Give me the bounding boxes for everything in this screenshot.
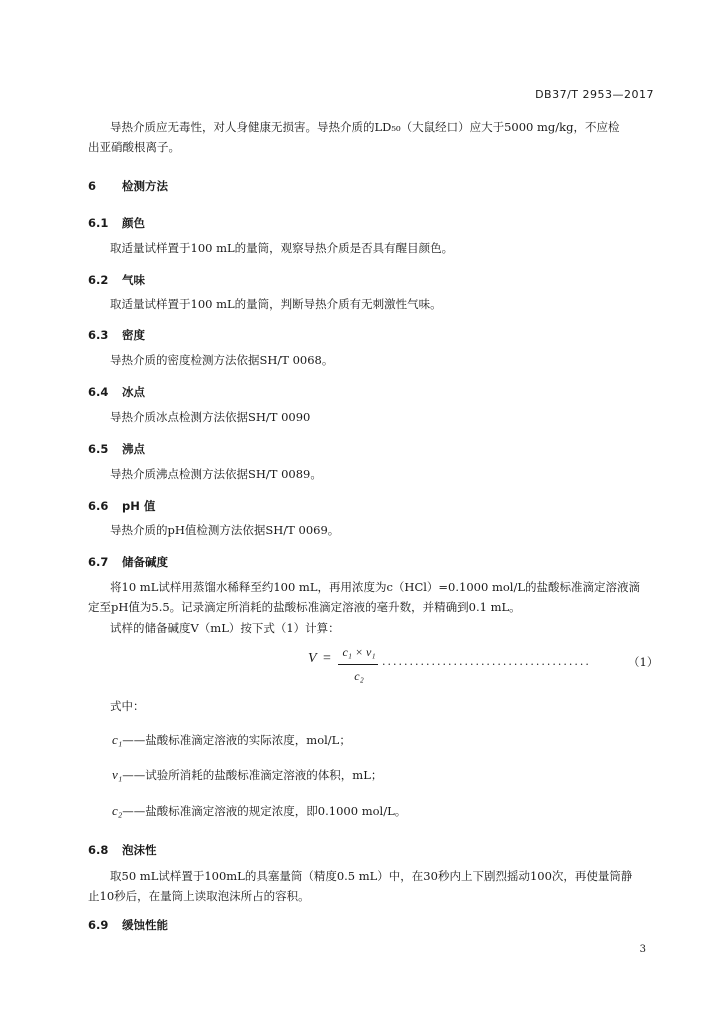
section-6-2-body: 取适量试样置于100 mL的量筒，判断导热介质有无刺激性气味。: [110, 297, 442, 311]
section-number: 6.3: [88, 328, 109, 342]
formula-number: （1）: [628, 655, 659, 669]
section-title: 密度: [122, 328, 145, 342]
section-6-7-heading: [88, 554, 168, 570]
definition-v1: [112, 765, 382, 785]
symbol-c2: c₂: [112, 803, 123, 818]
formula-numerator: c₁ × v₁: [342, 645, 376, 659]
section-number: 6.7: [88, 555, 109, 569]
section-number: 6: [88, 179, 97, 193]
where-label: 式中：: [110, 699, 145, 713]
section-6-5-body: 导热介质沸点检测方法依据SH/T 0089。: [110, 467, 322, 481]
formula-denominator: c₂: [354, 669, 364, 683]
section-title: 冰点: [122, 385, 145, 399]
section-number: 6.6: [88, 499, 109, 513]
definition-text: ——试验所消耗的盐酸标准滴定溶液的体积，mL；: [122, 768, 383, 782]
section-6-1-heading: [88, 215, 145, 231]
section-6-7-line-1: 将10 mL试样用蒸馏水稀释至约100 mL，再用浓度为c（HCl）=0.1000 mol/L的盐酸标准滴定溶液滴: [110, 580, 640, 594]
formula-lhs: V: [308, 651, 317, 666]
section-title: 气味: [122, 273, 145, 287]
section-title: 沸点: [122, 442, 145, 456]
section-title: 检测方法: [122, 179, 168, 193]
section-title: pH 值: [122, 499, 156, 513]
section-6-3-body: 导热介质的密度检测方法依据SH/T 0068。: [110, 353, 334, 367]
section-title: 颜色: [122, 216, 145, 230]
section-6-6-body: 导热介质的pH值检测方法依据SH/T 0069。: [110, 523, 340, 537]
section-6-8-line-2: 止10秒后，在量筒上读取泡沫所占的容积。: [88, 889, 310, 903]
formula-leader-dots: ......................................: [382, 655, 591, 668]
section-title: 缓蚀性能: [122, 918, 168, 932]
section-number: 6.2: [88, 273, 109, 287]
section-title: 储备碱度: [122, 555, 168, 569]
definition-text: ——盐酸标准滴定溶液的规定浓度，即0.1000 mol/L。: [122, 804, 407, 818]
section-number: 6.5: [88, 442, 109, 456]
section-number: 6.1: [88, 216, 109, 230]
intro-line-2: 出亚硝酸根离子。: [88, 140, 180, 154]
symbol-c1: c₁: [112, 732, 123, 747]
definition-c2: [112, 801, 406, 821]
section-6-8-heading: [88, 842, 157, 858]
definition-c1: [112, 730, 351, 750]
section-number: 6.8: [88, 843, 109, 857]
section-number: 6.9: [88, 918, 109, 932]
definition-text: ——盐酸标准滴定溶液的实际浓度，mol/L；: [122, 733, 351, 747]
section-6-3-heading: [88, 327, 145, 343]
section-6-7-line-2: 定至pH值为5.5。记录滴定所消耗的盐酸标准滴定溶液的毫升数，并精确到0.1 mL。: [88, 600, 521, 614]
section-6-1-body: 取适量试样置于100 mL的量筒，观察导热介质是否具有醒目颜色。: [110, 241, 454, 255]
formula-equals: =: [323, 651, 331, 666]
section-6-4-body: 导热介质冰点检测方法依据SH/T 0090: [110, 410, 311, 424]
section-6-9-heading: [88, 917, 168, 933]
section-number: 6.4: [88, 385, 109, 399]
section-6-heading: [88, 178, 168, 194]
section-6-4-heading: [88, 384, 145, 400]
intro-line-1: 导热介质应无毒性，对人身健康无损害。导热介质的LD₅₀（大鼠经口）应大于5000 mg/kg，不应检: [110, 120, 620, 134]
section-6-2-heading: [88, 272, 145, 288]
section-title: 泡沫性: [122, 843, 157, 857]
page-number: 3: [639, 944, 646, 955]
symbol-v1: v₁: [112, 767, 123, 782]
section-6-7-line-3: 试样的储备碱度V（mL）按下式（1）计算：: [110, 621, 340, 635]
fraction-bar: [338, 664, 378, 665]
standard-code: DB37/T 2953—2017: [535, 88, 654, 101]
section-6-5-heading: [88, 441, 145, 457]
section-6-8-line-1: 取50 mL试样置于100mL的具塞量筒（精度0.5 mL）中，在30秒内上下剧烈摇动100次，再使量筒静: [110, 869, 633, 883]
section-6-6-heading: [88, 498, 155, 514]
